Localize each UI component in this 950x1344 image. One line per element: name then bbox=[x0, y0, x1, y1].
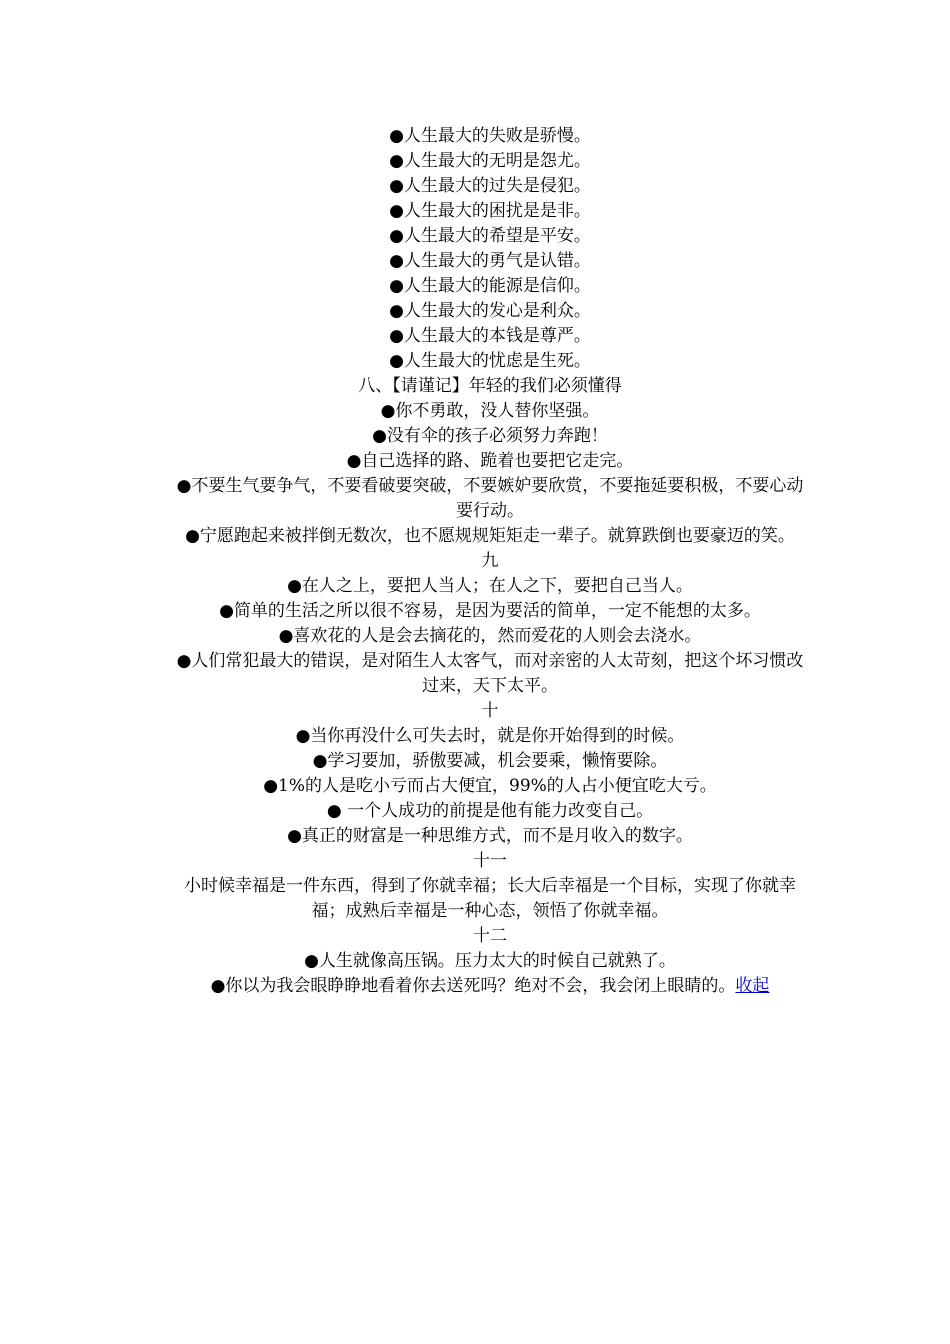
text-line: ●自己选择的路、跪着也要把它走完。 bbox=[346, 451, 634, 471]
text-paragraph: ●不要生气要争气，不要看破要突破，不要嫉妒要欣赏，不要拖延要积极，不要心动要行动。 bbox=[176, 476, 804, 521]
section-heading: 十一 bbox=[473, 851, 507, 871]
article-body bbox=[170, 124, 810, 999]
text-line: ●人生最大的希望是平安。 bbox=[389, 226, 591, 246]
text-line: ●人生最大的发心是利众。 bbox=[389, 301, 591, 321]
text-paragraph: 小时候幸福是一件东西，得到了你就幸福；长大后幸福是一个目标，实现了你就幸福；成熟后幸福是一种心态，领悟了你就幸福。 bbox=[184, 876, 796, 921]
section-heading: 九 bbox=[481, 551, 499, 571]
text-paragraph: ●人们常犯最大的错误，是对陌生人太客气，而对亲密的人太苛刻，把这个坏习惯改过来，天下太平。 bbox=[176, 651, 804, 696]
text-line: ●人生最大的能源是信仰。 bbox=[389, 276, 591, 296]
text-line: ●人生最大的忧虑是生死。 bbox=[389, 351, 591, 371]
text-line: ●人生最大的无明是怨尤。 bbox=[389, 151, 591, 171]
last-line-text: ●你以为我会眼睁睁地看着你去送死吗？绝对不会，我会闭上眼睛的。 bbox=[210, 976, 736, 996]
last-line bbox=[170, 974, 810, 999]
text-line: ●简单的生活之所以很不容易，是因为要活的简单，一定不能想的太多。 bbox=[219, 601, 761, 621]
text-paragraph: ●宁愿跑起来被拌倒无数次，也不愿规规矩矩走一辈子。就算跌倒也要豪迈的笑。 bbox=[185, 526, 795, 546]
text-line: ●人生就像高压锅。压力太大的时候自己就熟了。 bbox=[304, 951, 676, 971]
section-heading: 八、【请谨记】年轻的我们必须懂得 bbox=[358, 376, 622, 396]
text-line: ●人生最大的勇气是认错。 bbox=[389, 251, 591, 271]
text-line: ●真正的财富是一种思维方式，而不是月收入的数字。 bbox=[287, 826, 693, 846]
text-line: ●1%的人是吃小亏而占大便宜，99%的人占小便宜吃大亏。 bbox=[263, 776, 717, 796]
text-line: ●人生最大的困扰是是非。 bbox=[389, 201, 591, 221]
text-line: ●喜欢花的人是会去摘花的，然而爱花的人则会去浇水。 bbox=[278, 626, 702, 646]
text-line: ●当你再没什么可失去时，就是你开始得到的时候。 bbox=[295, 726, 685, 746]
text-line: ●人生最大的本钱是尊严。 bbox=[389, 326, 591, 346]
text-line: ●人生最大的失败是骄慢。 bbox=[389, 126, 591, 146]
text-line: ●在人之上，要把人当人；在人之下，要把自己当人。 bbox=[287, 576, 693, 596]
section-heading: 十二 bbox=[473, 926, 507, 946]
text-line: ●你不勇敢，没人替你坚强。 bbox=[380, 401, 600, 421]
text-line: ●没有伞的孩子必须努力奔跑！ bbox=[372, 426, 608, 446]
text-line: ●学习要加，骄傲要减，机会要乘，懒惰要除。 bbox=[312, 751, 668, 771]
section-heading: 十 bbox=[481, 701, 499, 721]
text-line: ●人生最大的过失是侵犯。 bbox=[389, 176, 591, 196]
collapse-link[interactable]: 收起 bbox=[735, 976, 770, 996]
text-line: ● 一个人成功的前提是他有能力改变自己。 bbox=[326, 801, 654, 821]
